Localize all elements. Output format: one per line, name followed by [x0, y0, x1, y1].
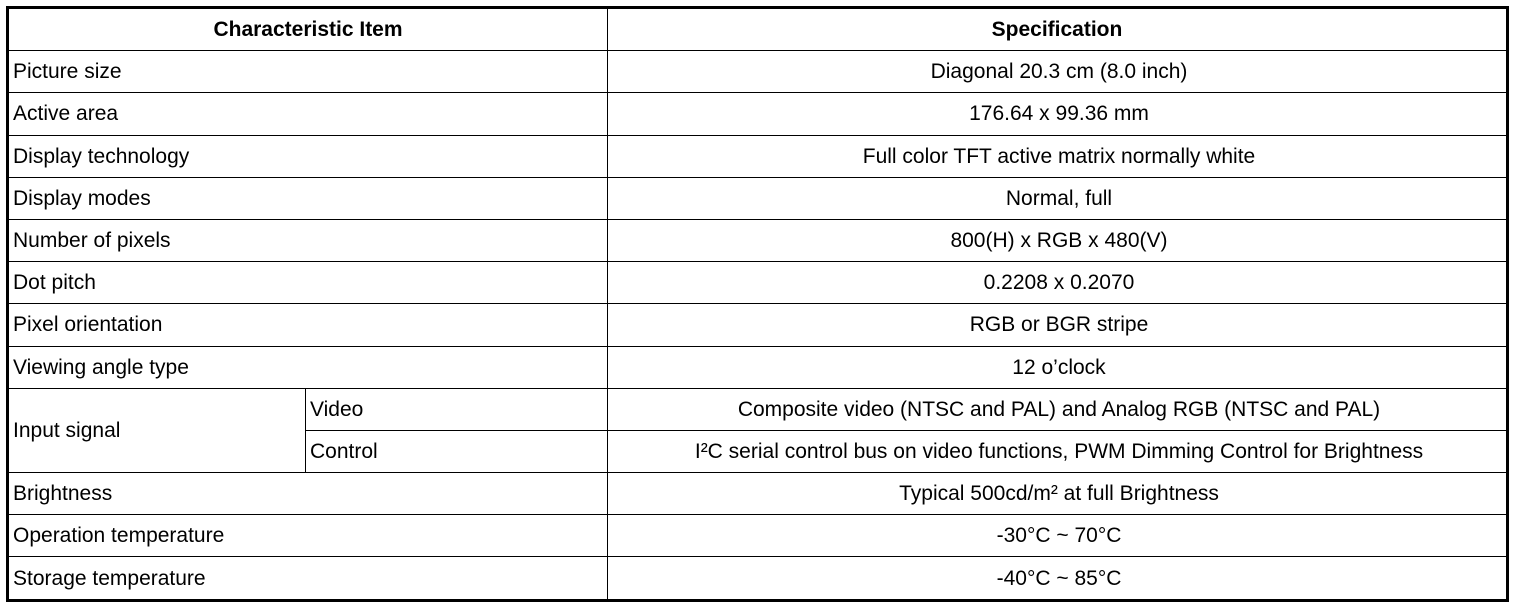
- table-row: [8, 557, 1508, 600]
- header-row: [8, 8, 1508, 51]
- row-spec-value: Full color TFT active matrix normally white: [608, 135, 1508, 177]
- table-row: [8, 219, 1508, 261]
- table-row: [8, 473, 1508, 515]
- row-spec-value: -40°C ~ 85°C: [608, 557, 1508, 600]
- row-spec-value: -30°C ~ 70°C: [608, 515, 1508, 557]
- row-item-label: Picture size: [8, 51, 608, 93]
- row-spec-value: 800(H) x RGB x 480(V): [608, 219, 1508, 261]
- row-item-label: Operation temperature: [8, 515, 608, 557]
- row-spec-value: 0.2208 x 0.2070: [608, 262, 1508, 304]
- table-row: [8, 262, 1508, 304]
- row-spec-value: Normal, full: [608, 177, 1508, 219]
- table-row: [8, 135, 1508, 177]
- input-signal-video-spec: Composite video (NTSC and PAL) and Analog RGB (NTSC and PAL): [608, 388, 1508, 430]
- specification-table: [6, 6, 1509, 602]
- table-row: [8, 93, 1508, 135]
- row-spec-value: RGB or BGR stripe: [608, 304, 1508, 346]
- row-item-label: Brightness: [8, 473, 608, 515]
- row-spec-value: 176.64 x 99.36 mm: [608, 93, 1508, 135]
- table-row-input-signal-video: [8, 388, 1508, 430]
- row-item-label: Dot pitch: [8, 262, 608, 304]
- table-row: [8, 346, 1508, 388]
- row-item-label: Number of pixels: [8, 219, 608, 261]
- table-row: [8, 304, 1508, 346]
- row-item-label: Active area: [8, 93, 608, 135]
- input-signal-control-spec: I²C serial control bus on video functions, PWM Dimming Control for Brightness: [608, 430, 1508, 472]
- input-signal-sub-label-video: Video: [306, 388, 608, 430]
- header-characteristic-item: Characteristic Item: [8, 8, 608, 51]
- row-spec-value: Diagonal 20.3 cm (8.0 inch): [608, 51, 1508, 93]
- row-spec-value: Typical 500cd/m² at full Brightness: [608, 473, 1508, 515]
- table-row: [8, 515, 1508, 557]
- table-row: [8, 51, 1508, 93]
- row-spec-value: 12 o’clock: [608, 346, 1508, 388]
- input-signal-label: Input signal: [8, 388, 306, 472]
- input-signal-sub-label-control: Control: [306, 430, 608, 472]
- row-item-label: Pixel orientation: [8, 304, 608, 346]
- row-item-label: Storage temperature: [8, 557, 608, 600]
- header-specification: Specification: [608, 8, 1508, 51]
- row-item-label: Display modes: [8, 177, 608, 219]
- row-item-label: Viewing angle type: [8, 346, 608, 388]
- row-item-label: Display technology: [8, 135, 608, 177]
- table-row: [8, 177, 1508, 219]
